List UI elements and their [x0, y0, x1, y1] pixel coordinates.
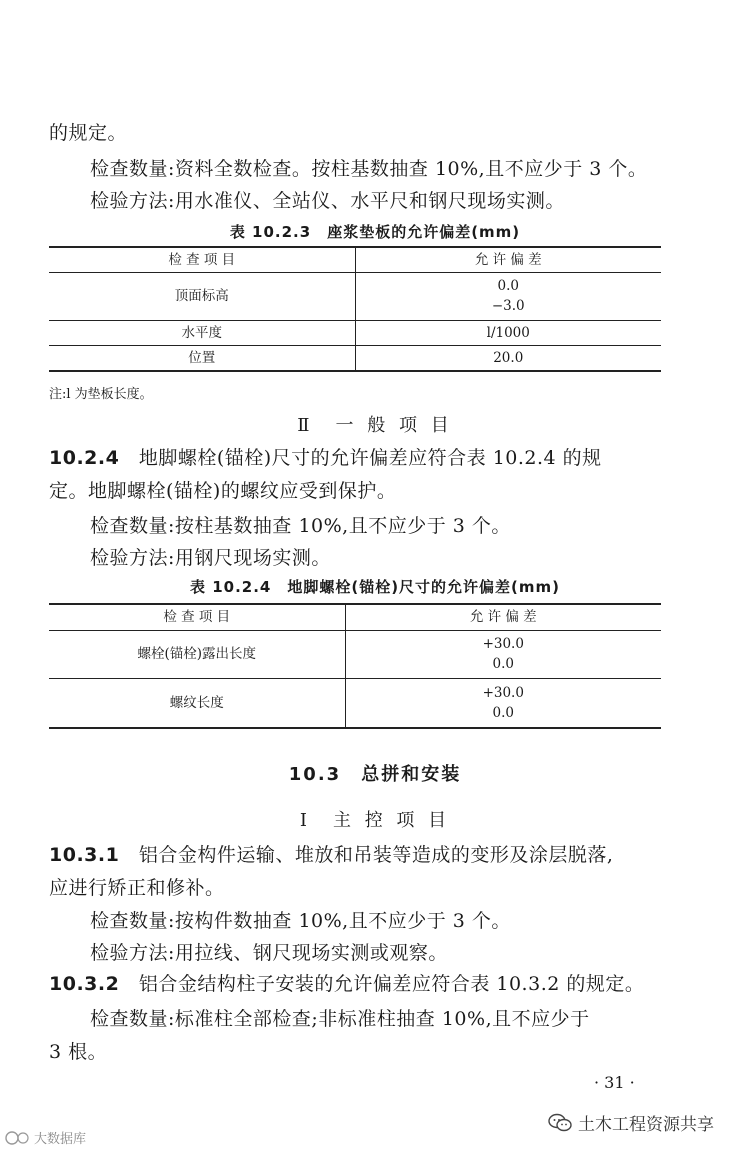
clause-number: 10.3.1 — [49, 844, 120, 866]
check-quantity-2: 检查数量:按柱基数抽查 10%,且不应少于 3 个。 — [90, 515, 511, 537]
check-quantity-4-continuation: 3 根。 — [49, 1041, 108, 1063]
table2 — [49, 603, 661, 729]
table1 — [49, 246, 661, 372]
check-quantity-1: 检查数量:资料全数检查。按柱基数抽查 10%,且不应少于 3 个。 — [90, 158, 648, 180]
check-quantity-4: 检查数量:标准柱全部检查;非标准柱抽查 10%,且不应少于 — [90, 1008, 590, 1030]
clause-number: 10.2.4 — [49, 447, 120, 469]
table1-row1-item: 顶面标高 — [49, 272, 355, 320]
clause-10-3-1-line2: 应进行矫正和修补。 — [49, 877, 225, 899]
table2-header-item: 检 查 项 目 — [49, 604, 345, 630]
clause-10-2-4-line1: 10.2.4 地脚螺栓(锚栓)尺寸的允许偏差应符合表 10.2.4 的规 — [49, 447, 602, 469]
table1-header-deviation: 允 许 偏 差 — [355, 247, 661, 272]
table1-row3-item: 位置 — [49, 345, 355, 371]
table2-row2-item: 螺纹长度 — [49, 678, 345, 728]
page-number: · 31 · — [594, 1073, 635, 1092]
table1-row3-value: 20.0 — [355, 345, 661, 371]
clause-10-3-1-line1: 10.3.1 铝合金构件运输、堆放和吊装等造成的变形及涂层脱落, — [49, 844, 614, 866]
paragraph-continuation: 的规定。 — [49, 122, 128, 144]
table2-header-deviation: 允 许 偏 差 — [345, 604, 661, 630]
table1-row1-value: 0.0 −3.0 — [355, 272, 661, 320]
check-method-3: 检验方法:用拉线、钢尺现场实测或观察。 — [90, 942, 448, 964]
section-general-items: Ⅱ 一 般 项 目 — [297, 415, 453, 436]
watermark-logo-icon — [4, 1130, 34, 1146]
clause-number: 10.3.2 — [49, 973, 120, 995]
table1-header-item: 检 查 项 目 — [49, 247, 355, 272]
section-10-3-title: 10.3 总拼和安装 — [288, 764, 462, 785]
check-method-2: 检验方法:用钢尺现场实测。 — [90, 547, 331, 569]
check-quantity-3: 检查数量:按构件数抽查 10%,且不应少于 3 个。 — [90, 910, 511, 932]
check-method-1: 检验方法:用水准仪、全站仪、水平尺和钢尺现场实测。 — [90, 190, 565, 212]
wechat-icon — [548, 1113, 572, 1133]
table2-row2-value: +30.0 0.0 — [345, 678, 661, 728]
watermark-right: 土木工程资源共享 — [548, 1110, 714, 1135]
clause-10-3-2: 10.3.2 铝合金结构柱子安装的允许偏差应符合表 10.3.2 的规定。 — [49, 973, 645, 995]
table1-row2-item: 水平度 — [49, 320, 355, 345]
table1-caption: 表 10.2.3 座浆垫板的允许偏差(mm) — [229, 223, 521, 241]
table2-row1-item: 螺栓(锚栓)露出长度 — [49, 630, 345, 678]
table2-caption: 表 10.2.4 地脚螺栓(锚栓)尺寸的允许偏差(mm) — [189, 578, 561, 596]
section-main-items: Ⅰ 主 控 项 目 — [299, 810, 451, 831]
table1-row2-value: l/1000 — [355, 320, 661, 345]
watermark-left: 大数据库 — [4, 1128, 86, 1147]
clause-10-2-4-line2: 定。地脚螺栓(锚栓)的螺纹应受到保护。 — [49, 480, 397, 502]
table2-row1-value: +30.0 0.0 — [345, 630, 661, 678]
table1-note: 注:l 为垫板长度。 — [49, 387, 153, 402]
